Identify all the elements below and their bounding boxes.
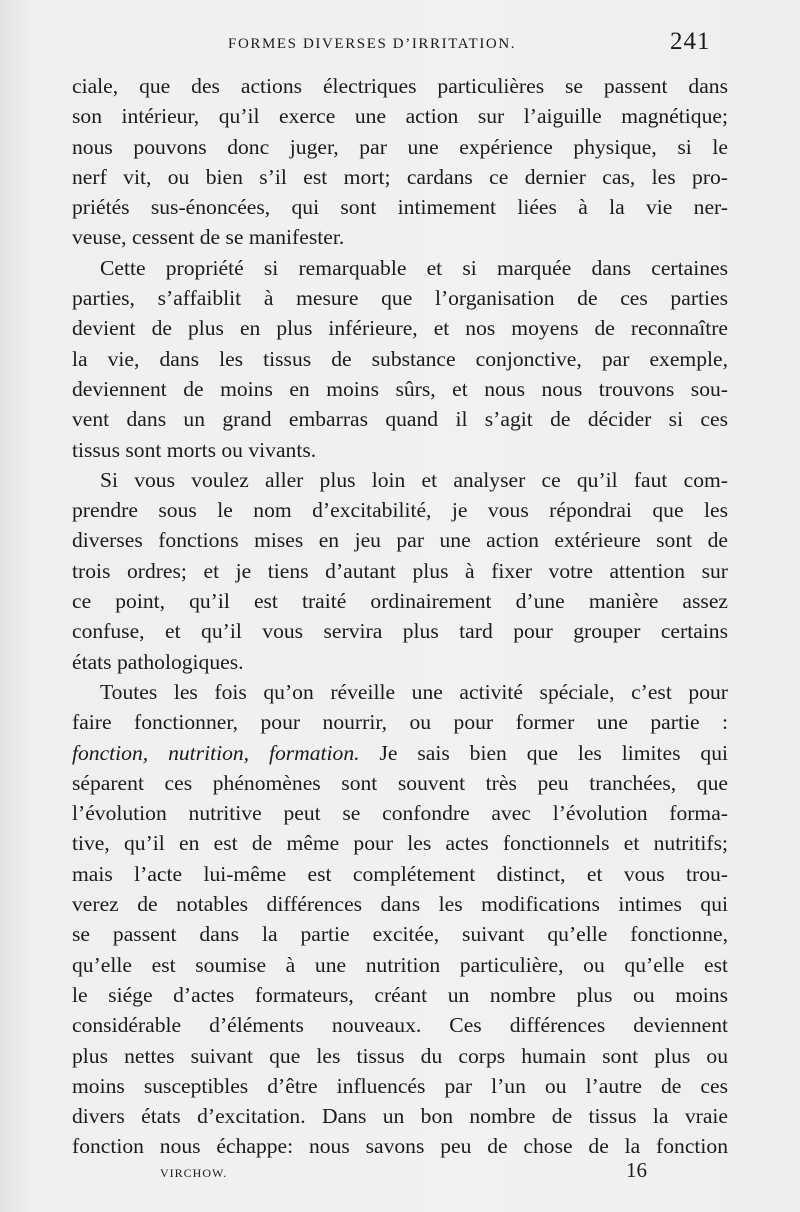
text-line: la vie, dans les tissus de substance conjonctive, par exemple, (72, 346, 728, 371)
text-line: prendre sous le nom d’excitabilité, je vous répondrai que les (72, 498, 728, 523)
text-line: ce point, qu’il est traité ordinairement d’une manière assez (72, 589, 728, 614)
page-footer (0, 1158, 800, 1188)
text-line: mais l’acte lui-même est complétement distinct, et vous trou- (72, 861, 728, 886)
running-title: FORMES DIVERSES D’IRRITATION. (228, 36, 517, 52)
page-header (0, 28, 800, 64)
text-line: états pathologiques. (72, 649, 244, 674)
text-line: le siége d’actes formateurs, créant un nombre plus ou moins (72, 982, 728, 1007)
paragraph-start-line: Si vous voulez aller plus loin et analyser ce qu’il faut com- (100, 467, 728, 492)
text-line: l’évolution nutritive peut se confondre avec l’évolution forma- (72, 801, 728, 826)
text-line: faire fonctionner, pour nourrir, ou pour former une partie : (72, 710, 728, 735)
text-line: diverses fonctions mises en jeu par une action extérieure sont de (72, 528, 728, 553)
text-line: plus nettes suivant que les tissus du corps humain sont plus ou (72, 1043, 728, 1068)
paragraph-start-line: Toutes les fois qu’on réveille une activité spéciale, c’est pour (100, 679, 728, 704)
text-line: ciale, que des actions électriques particulières se passent dans (72, 74, 728, 98)
text-line: nous pouvons donc juger, par une expérience physique, si le (72, 134, 728, 159)
text-line: fonction nous échappe: nous savons peu de chose de la fonction (72, 1134, 728, 1159)
text-line: vent dans un grand embarras quand il s’agit de décider si ces (72, 407, 728, 432)
text-line: son intérieur, qu’il exerce une action sur l’aiguille magnétique; (72, 104, 728, 129)
text-fragment: Je sais bien que les limites qui (359, 740, 728, 765)
body-text (72, 71, 728, 1162)
text-line: tissus sont morts ou vivants. (72, 437, 317, 462)
text-line: confuse, et qu’il vous servira plus tard pour grouper certains (72, 619, 728, 644)
text-line: veuse, cessent de se manifester. (72, 225, 345, 250)
text-line: nerf vit, ou bien s’il est mort; cardans ce dernier cas, les pro- (72, 164, 728, 189)
text-line: parties, s’affaiblit à mesure que l’organisation de ces parties (72, 286, 728, 311)
sheet-number: 16 (626, 1158, 647, 1182)
text-line: séparent ces phénomènes sont souvent très peu tranchées, que (72, 770, 728, 795)
text-line: moins susceptibles d’être influencés par l’un ou l’autre de ces (72, 1073, 728, 1098)
paragraph-start-line: Cette propriété si remarquable et si marquée dans certaines (100, 255, 728, 280)
text-line: considérable d’éléments nouveaux. Ces différences deviennent (72, 1013, 728, 1038)
italic-phrase: fonction, nutrition, formation. (72, 740, 360, 765)
text-line: trois ordres; et je tiens d’autant plus à fixer votre attention sur (72, 558, 728, 583)
text-line: verez de notables différences dans les modifications intimes qui (72, 892, 728, 917)
text-line: tive, qu’il en est de même pour les actes fonctionnels et nutritifs; (72, 831, 728, 856)
text-line-mixed (72, 738, 728, 768)
page-number: 241 (670, 28, 711, 55)
text-line: deviennent de moins en moins sûrs, et nous nous trouvons sou- (72, 376, 728, 401)
text-line: priétés sus-énoncées, qui sont intimement liées à la vie ner- (72, 195, 728, 220)
text-line: devient de plus en plus inférieure, et nos moyens de reconnaître (72, 316, 728, 341)
text-line: divers états d’excitation. Dans un bon nombre de tissus la vraie (72, 1104, 728, 1129)
text-line: se passent dans la partie excitée, suivant qu’elle fonctionne, (72, 922, 728, 947)
printer-signature: VIRCHOW. (160, 1166, 228, 1180)
text-line: qu’elle est soumise à une nutrition particulière, ou qu’elle est (72, 952, 728, 977)
